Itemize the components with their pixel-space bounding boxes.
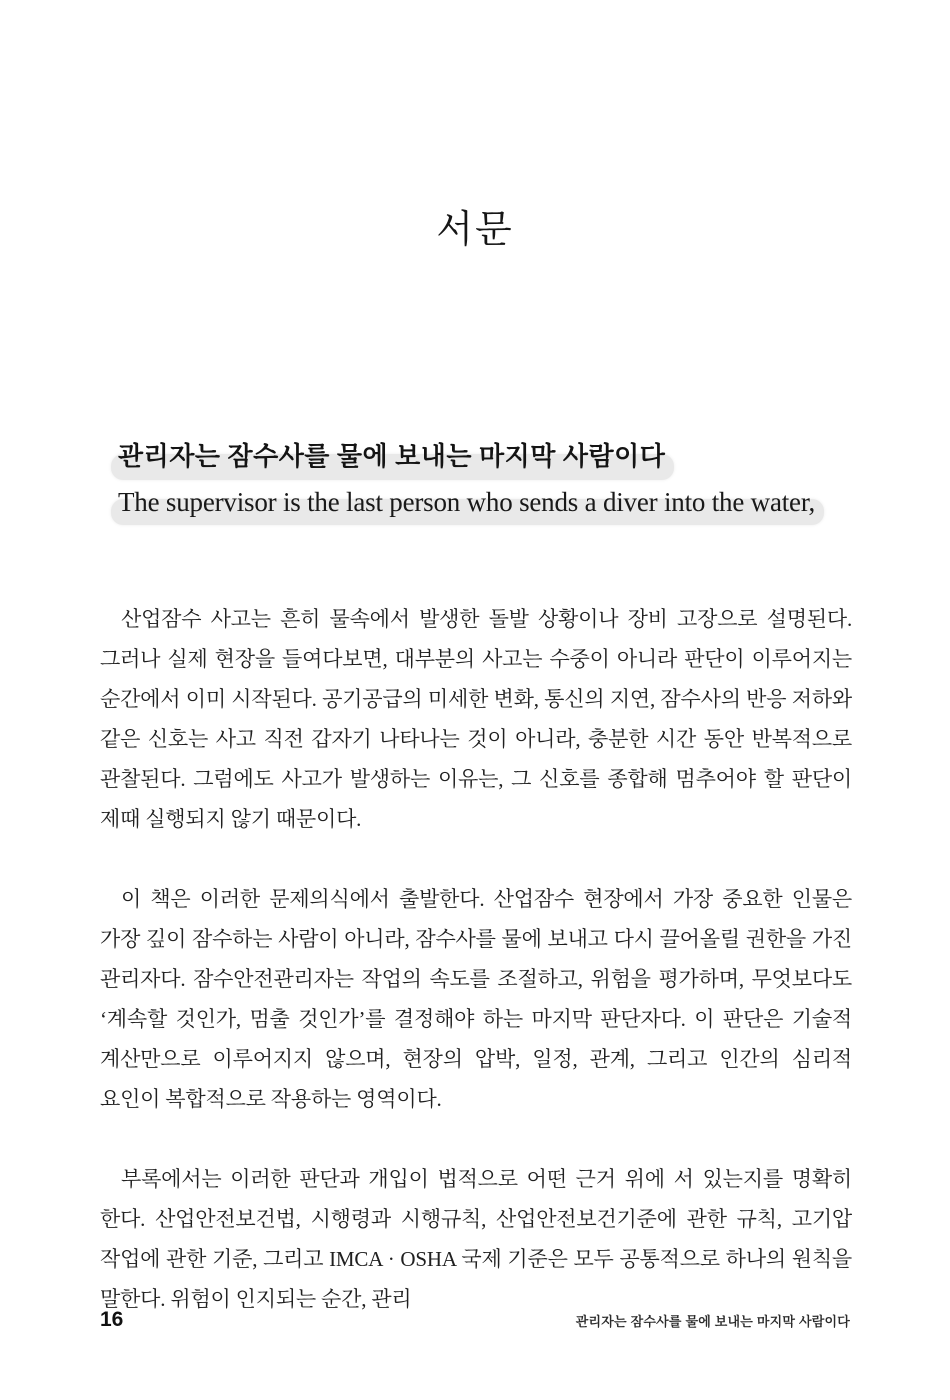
chapter-title: 서문 [436,209,514,251]
page-footer [100,1308,850,1332]
section-heading-korean: 관리자는 잠수사를 물에 보내는 마지막 사람이다 [118,442,666,471]
body-text [100,599,852,1359]
section-heading-english: The supervisor is the last person who sends a diver into the water, [118,487,816,517]
section-heading-korean-row [118,441,878,473]
paragraph-3: 부록에서는 이러한 판단과 개입이 법적으로 어떤 근거 위에 서 있는지를 명확히 한다. 산업안전보건법, 시행령과 시행규칙, 산업안전보건기준에 관한 규칙, 고기압 작업에 관한 기준, 그리고 IMCA · OSHA 국제 기준은 모두 공통적으로 하나의 원칙을 말한다. 위험이 인지되는 순간, 관리 [100,1167,852,1311]
section-heading-block [118,441,878,518]
paragraph-2: 이 책은 이러한 문제의식에서 출발한다. 산업잠수 현장에서 가장 중요한 인물은 가장 깊이 잠수하는 사람이 아니라, 잠수사를 물에 보내고 다시 끌어올릴 권한을 가진 관리자다. 잠수안전관리자는 작업의 속도를 조절하고, 위험을 평가하며, 무엇보다도 ‘계속할 것인가, 멈출 것인가’를 결정해야 하는 마지막 판단자다. 이 판단은 기술적 계산만으로 이루어지지 않으며, 현장의 압박, 일정, 관계, 그리고 인간의 심리적 요인이 복합적으로 작용하는 영역이다. [100,887,852,1111]
page-number: 16 [100,1308,124,1331]
paragraph-1: 산업잠수 사고는 흔히 물속에서 발생한 돌발 상황이나 장비 고장으로 설명된다. 그러나 실제 현장을 들여다보면, 대부분의 사고는 수중이 아니라 판단이 이루어지는 순간에서 이미 시작된다. 공기공급의 미세한 변화, 통신의 지연, 잠수사의 반응 저하와 같은 신호는 사고 직전 갑자기 나타나는 것이 아니라, 충분한 시간 동안 반복적으로 관찰된다. 그럼에도 사고가 발생하는 이유는, 그 신호를 종합해 멈추어야 할 판단이 제때 실행되지 않기 때문이다. [100,607,852,831]
section-heading-english-row [118,486,878,518]
running-title: 관리자는 잠수사를 물에 보내는 마지막 사람이다 [575,1313,850,1329]
